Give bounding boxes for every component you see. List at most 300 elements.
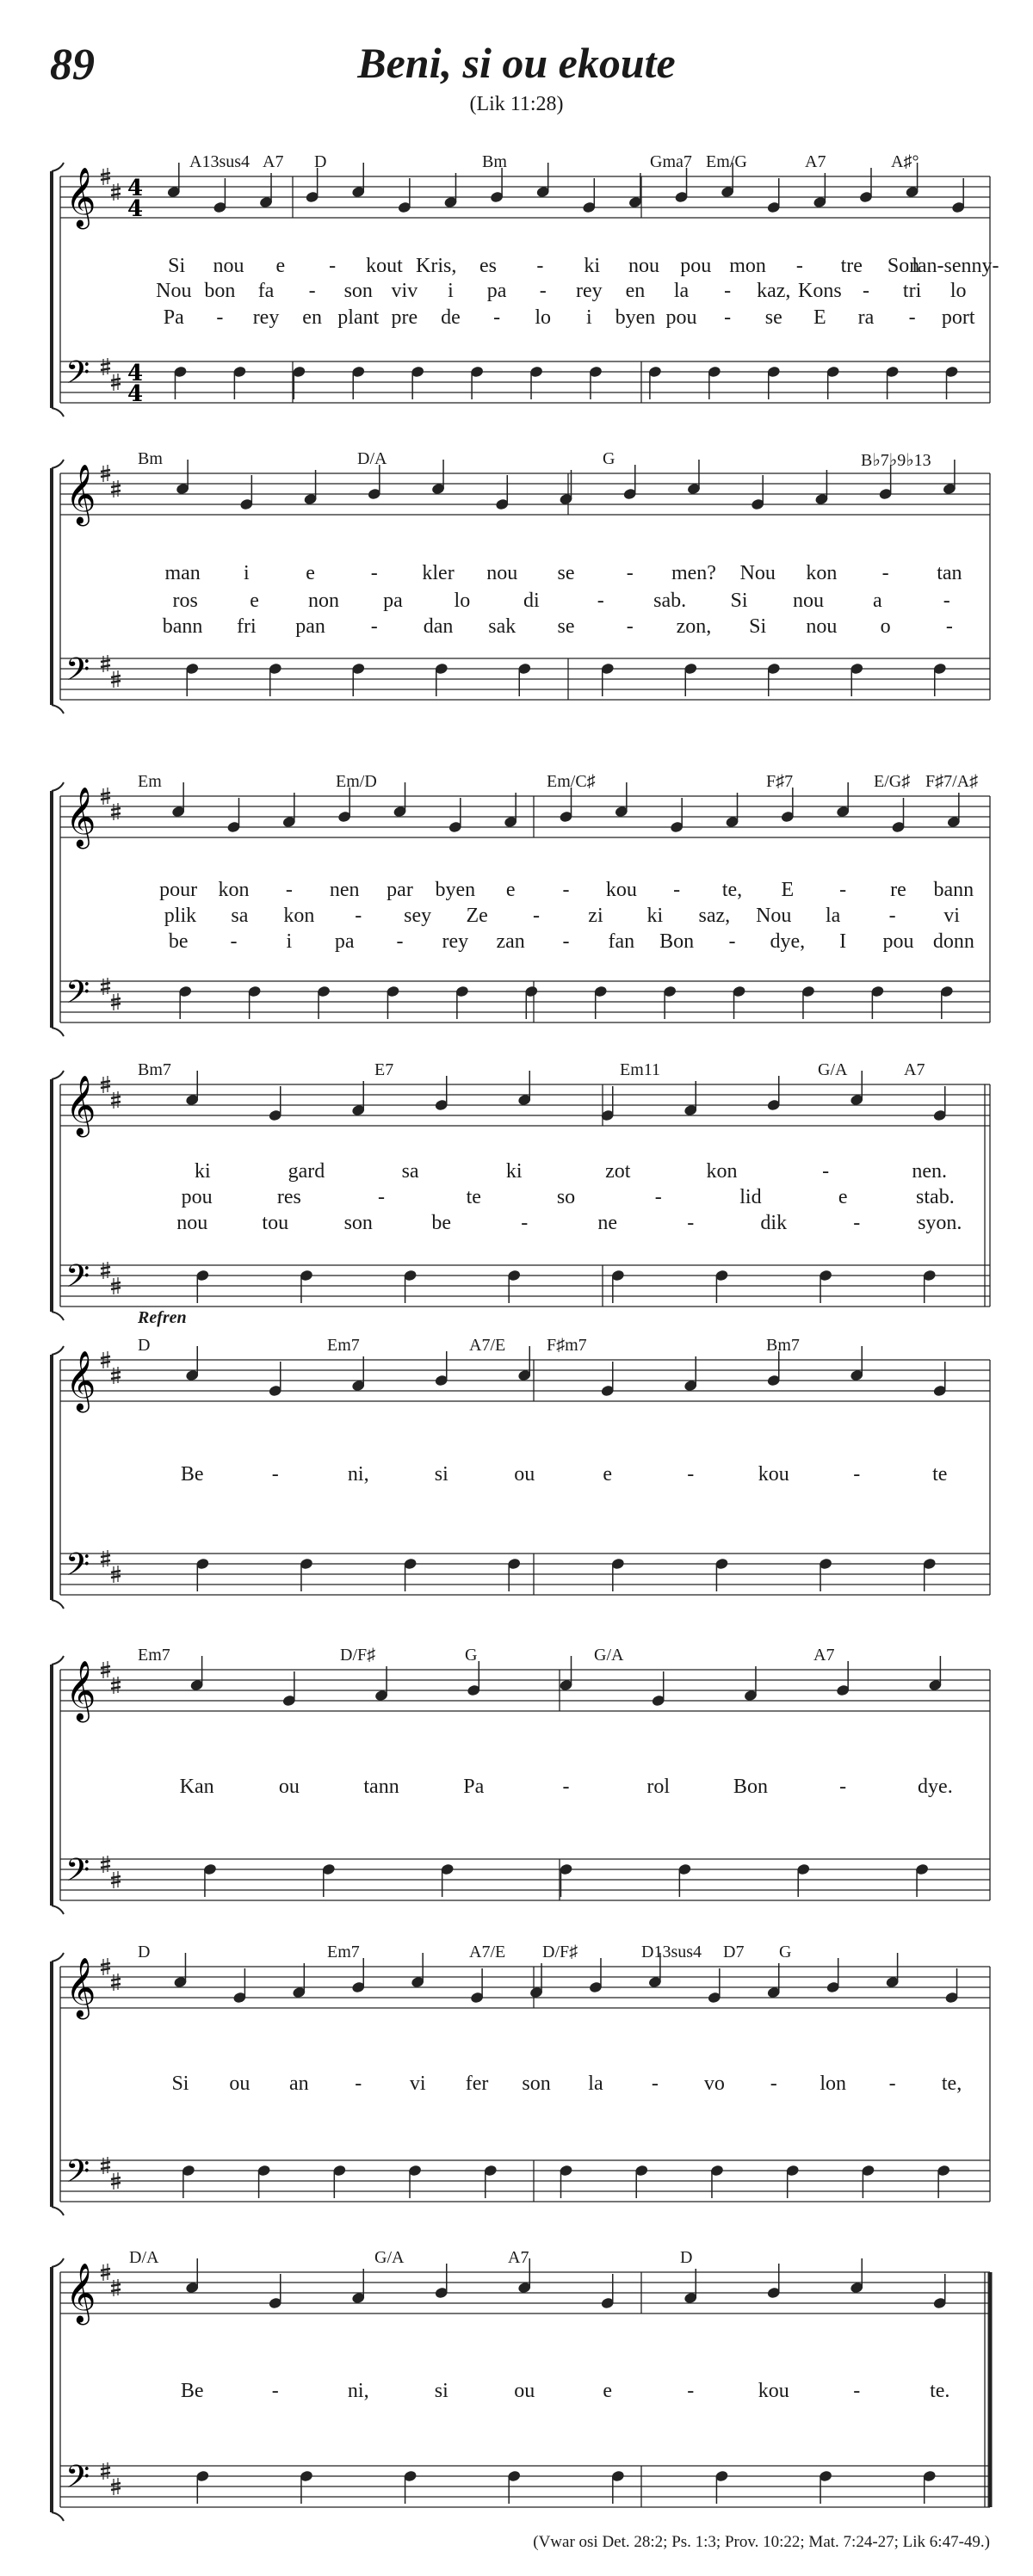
lyric-syllable: byen — [435, 879, 476, 901]
music-system — [0, 1631, 1033, 1896]
lyric-syllable: port — [941, 306, 975, 329]
lyric-syllable: kou — [758, 2380, 789, 2402]
lyric-syllable: Son — [887, 255, 920, 277]
lyric-syllable: si — [434, 2380, 448, 2402]
lyric-syllable: - — [862, 280, 869, 302]
lyric-syllable: - — [687, 1463, 695, 1486]
lyric-syllable: te, — [721, 879, 743, 901]
chord-symbol: D — [680, 2248, 693, 2267]
chord-symbol: G/A — [818, 1060, 848, 1079]
chord-symbol: Bm — [138, 449, 163, 468]
lyric-syllable: an — [288, 2073, 309, 2095]
lyric-syllable: e — [275, 255, 286, 277]
staff-graphic — [0, 1631, 1033, 1896]
lyric-syllable: - — [539, 280, 547, 302]
lyric-syllable: Si — [168, 255, 186, 277]
chord-symbol: A13sus4 — [189, 152, 251, 171]
treble-clef-icon: 𝄞 — [65, 1350, 96, 1411]
lyric-syllable: - — [853, 1212, 861, 1234]
lyric-syllable: plant — [337, 306, 380, 329]
note-group — [163, 163, 965, 399]
chord-symbol: Em7 — [327, 1336, 360, 1355]
treble-clef-icon: 𝄞 — [65, 1957, 96, 2017]
lyric-syllable: man — [164, 562, 201, 584]
lyric-syllable: - — [687, 2380, 695, 2402]
lyric-syllable: son — [343, 280, 373, 302]
lyric-syllable: lo — [535, 306, 552, 329]
system-bracket — [52, 460, 64, 713]
lyric-syllable: saz, — [698, 905, 731, 927]
lyric-syllable: - — [853, 2380, 861, 2402]
bass-staff — [60, 981, 990, 1022]
lyric-syllable: so — [556, 1186, 576, 1208]
chord-symbol: G — [779, 1943, 792, 1961]
lyric-syllable: gard — [288, 1160, 325, 1183]
svg-text:4: 4 — [127, 381, 144, 407]
lyric-syllable: Ze — [466, 905, 488, 927]
lyric-syllable: ra — [857, 306, 875, 329]
lyric-syllable: fri — [237, 615, 257, 638]
lyric-syllable: te, — [941, 2073, 962, 2095]
chord-symbol: D/F♯ — [542, 1943, 578, 1961]
lyric-syllable: be — [168, 930, 189, 953]
lyric-syllable: - — [728, 930, 736, 953]
music-system — [0, 435, 1033, 693]
lyric-syllable: tan — [937, 562, 962, 584]
chord-symbol: B♭7♭9♭13 — [861, 451, 931, 470]
lyric-syllable: zan — [496, 930, 525, 953]
lyric-syllable: - — [651, 2073, 659, 2095]
lyric-syllable: tann — [363, 1776, 399, 1798]
lyric-syllable: ou — [514, 2380, 535, 2402]
lyric-syllable: - — [943, 590, 950, 612]
lyric-syllable: syon. — [918, 1212, 962, 1234]
footer-references: (Vwar osi Det. 28:2; Ps. 1:3; Prov. 10:22; Mat. 7:24-27; Lik 6:47-49.) — [533, 2533, 990, 2551]
lyric-syllable: la — [588, 2073, 603, 2095]
lyric-syllable: kaz, — [757, 280, 791, 302]
treble-clef-icon: 𝄞 — [65, 1075, 96, 1135]
lyric-syllable: nen — [329, 879, 360, 901]
lyric-syllable: Si — [730, 590, 748, 612]
bass-staff — [60, 1859, 990, 1900]
time-signature-icon — [127, 176, 143, 407]
lyric-syllable: - — [839, 1776, 847, 1798]
chord-symbol: A7 — [904, 1060, 925, 1079]
lyric-syllable: Pa — [163, 306, 184, 329]
chord-symbol: E7 — [374, 1060, 394, 1079]
lyric-syllable: - — [626, 562, 634, 584]
lyric-syllable: en — [302, 306, 322, 329]
lyric-syllable: - — [888, 905, 896, 927]
key-signature-icon — [101, 168, 121, 391]
lyric-syllable: la — [673, 280, 690, 302]
chord-symbol: A7/E — [469, 1336, 506, 1355]
lyric-syllable: tou — [262, 1212, 289, 1234]
lyric-syllable: Pa — [463, 1776, 485, 1798]
treble-staff — [60, 2272, 990, 2313]
lyric-syllable: i — [286, 930, 293, 953]
chord-symbol: F♯7/A♯ — [925, 772, 979, 791]
lyric-syllable: pa — [486, 280, 507, 302]
chord-symbol: Em/G — [706, 152, 747, 171]
svg-text:4: 4 — [127, 196, 144, 222]
lyric-syllable: Kan — [179, 1776, 214, 1798]
lyric-syllable: e — [250, 590, 259, 612]
treble-staff — [60, 176, 990, 218]
lyric-syllable: sa — [401, 1160, 419, 1183]
lyric-syllable: - — [673, 879, 681, 901]
lyric-syllable: - — [355, 2073, 362, 2095]
lyric-syllable: rey — [575, 280, 603, 302]
lyric-syllable: sey — [404, 905, 432, 927]
lyric-syllable: lid — [739, 1186, 762, 1208]
staff-graphic — [0, 1928, 1033, 2197]
lyric-syllable: - — [562, 930, 570, 953]
scripture-reference: (Lik 11:28) — [469, 93, 564, 115]
lyric-syllable: ou — [514, 1463, 535, 1486]
staff-graphic — [0, 1321, 1033, 1591]
treble-clef-icon: 𝄞 — [65, 464, 96, 524]
lyric-syllable: - — [370, 615, 378, 638]
staff-graphic — [0, 138, 1033, 407]
chord-symbol: Bm7 — [766, 1336, 800, 1355]
chord-symbol: A7 — [263, 152, 284, 171]
key-signature-icon — [101, 788, 121, 1010]
lyric-syllable: - — [687, 1212, 695, 1234]
lyric-syllable: vo — [703, 2073, 725, 2095]
chord-symbol: D7 — [723, 1943, 745, 1961]
treble-clef-icon: 𝄞 — [65, 1660, 96, 1720]
key-signature-icon — [101, 2264, 121, 2495]
chord-symbol: Bm — [482, 152, 507, 171]
lyric-syllable: vi — [943, 905, 960, 927]
lyric-syllable: a — [873, 590, 882, 612]
chord-symbol: A7 — [508, 2248, 529, 2267]
lyric-syllable: nen. — [912, 1160, 948, 1183]
lyric-syllable: te. — [930, 2380, 950, 2402]
bass-clef-icon: 𝄢 — [65, 355, 90, 398]
lyric-syllable: rol — [646, 1776, 671, 1798]
lyric-syllable: - — [881, 562, 889, 584]
treble-staff — [60, 1670, 990, 1711]
lyric-syllable: tri — [902, 280, 922, 302]
lyric-syllable: e — [603, 1463, 613, 1486]
lyric-syllable: ki — [646, 905, 664, 927]
lyric-syllable: Nou — [156, 280, 192, 302]
lyric-syllable: - — [230, 930, 238, 953]
lyric-syllable: pan — [295, 615, 325, 638]
lyric-syllable: nou — [806, 615, 838, 638]
lyric-syllable: dye, — [770, 930, 806, 953]
lyric-syllable: - — [285, 879, 293, 901]
lyric-syllable: - — [724, 306, 732, 329]
bass-clef-icon: 𝄢 — [65, 1852, 90, 1896]
treble-staff — [60, 1084, 990, 1126]
bass-clef-icon: 𝄢 — [65, 1258, 90, 1302]
lyric-syllable: e — [838, 1186, 848, 1208]
lyric-syllable: mon — [729, 255, 766, 277]
music-system — [0, 1928, 1033, 2197]
lyric-syllable: res — [276, 1186, 301, 1208]
lyric-syllable: nou — [176, 1212, 208, 1234]
lyric-syllable: pre — [391, 306, 418, 329]
lyric-syllable: kon — [806, 562, 838, 584]
key-signature-icon — [101, 1661, 121, 1888]
lyric-syllable: lo — [454, 590, 471, 612]
system-bracket — [52, 163, 64, 417]
lyric-syllable: - — [536, 255, 544, 277]
lyric-syllable: ros — [172, 590, 198, 612]
lyric-syllable: tre — [840, 255, 863, 277]
lyric-syllable: di — [523, 590, 540, 612]
lyric-syllable: sa — [231, 905, 249, 927]
lyric-syllable: o — [880, 615, 891, 638]
lyric-syllable: - — [493, 306, 501, 329]
lyric-syllable: Si — [171, 2073, 189, 2095]
lyric-syllable: sak — [488, 615, 516, 638]
treble-staff — [60, 796, 990, 837]
lyric-syllable: dik — [760, 1212, 788, 1234]
system-bracket — [52, 782, 64, 1036]
lyric-syllable: ki — [584, 255, 600, 277]
chord-symbol: A7 — [805, 152, 826, 171]
lyric-syllable: Nou — [756, 905, 792, 927]
lyric-syllable: - — [370, 562, 378, 584]
bass-staff — [60, 2160, 990, 2202]
lyric-syllable: fer — [465, 2073, 489, 2095]
lyric-syllable: e — [306, 562, 315, 584]
chord-symbol: Em — [138, 772, 162, 791]
lyric-syllable: Bon — [659, 930, 695, 953]
key-signature-icon — [101, 465, 121, 688]
lyric-syllable: i — [244, 562, 250, 584]
music-system — [0, 1046, 1033, 1304]
lyric-syllable: ou — [229, 2073, 251, 2095]
lyric-syllable: kon — [706, 1160, 738, 1183]
lyric-syllable: rey — [252, 306, 280, 329]
lyric-syllable: bann — [933, 879, 974, 901]
lyric-syllable: pa — [383, 590, 403, 612]
note-group — [185, 2258, 950, 2504]
lyric-syllable: - — [396, 930, 404, 953]
lyric-syllable: - — [562, 1776, 570, 1798]
lyric-syllable: kler — [422, 562, 455, 584]
lyric-syllable: la — [826, 905, 841, 927]
bass-clef-icon: 𝄢 — [65, 2459, 90, 2503]
lyric-syllable: pour — [159, 879, 198, 901]
chord-symbol: D/A — [357, 449, 387, 468]
lyric-syllable: plik — [164, 905, 197, 927]
lyric-syllable: kon — [283, 905, 315, 927]
chord-symbol: G — [603, 449, 615, 468]
system-bracket — [52, 2258, 64, 2521]
lyric-syllable: donn — [932, 930, 974, 953]
staff-graphic — [0, 2233, 1033, 2503]
lyric-syllable: e — [603, 2380, 613, 2402]
lyric-syllable: Bon — [733, 1776, 768, 1798]
lyric-syllable: se — [764, 306, 782, 329]
lyric-syllable: - — [597, 590, 604, 612]
lyric-syllable: - — [888, 2073, 896, 2095]
system-bracket — [52, 1953, 64, 2215]
chord-symbol: Em7 — [327, 1943, 360, 1961]
chord-symbol: D — [314, 152, 327, 171]
lyric-syllable: E — [781, 879, 795, 901]
lyric-syllable: ni, — [347, 1463, 369, 1486]
lyric-syllable: - — [562, 879, 570, 901]
lyric-syllable: byen — [615, 306, 656, 329]
treble-clef-icon: 𝄞 — [65, 787, 96, 847]
lyric-syllable: pou — [680, 255, 712, 277]
bass-clef-icon: 𝄢 — [65, 1547, 90, 1591]
chord-symbol: G/A — [594, 1646, 624, 1665]
svg-text:4: 4 — [127, 176, 144, 201]
chord-symbol: D/F♯ — [340, 1646, 376, 1665]
lyric-syllable: dan — [423, 615, 454, 638]
chord-symbol: A7/E — [469, 1943, 506, 1961]
lyric-syllable: sab. — [653, 590, 687, 612]
treble-staff — [60, 1967, 990, 2008]
system-bracket — [52, 1071, 64, 1320]
lyric-syllable: dye. — [918, 1776, 953, 1798]
treble-staff — [60, 473, 990, 515]
lyric-syllable: kou — [758, 1463, 789, 1486]
music-system — [0, 1308, 1033, 1591]
lyric-syllable: Si — [749, 615, 767, 638]
key-signature-icon — [101, 1076, 121, 1294]
lyric-syllable: fa — [257, 280, 275, 302]
chord-symbol: A7 — [813, 1646, 835, 1665]
lyric-syllable: - — [853, 1463, 861, 1486]
lyric-syllable: nou — [486, 562, 518, 584]
lyric-syllable: Kons — [798, 280, 842, 302]
lyric-syllable: fan — [608, 930, 635, 953]
lyric-syllable: be — [431, 1212, 452, 1234]
chord-symbol: Em/C♯ — [547, 772, 596, 791]
chord-symbol: Gma7 — [650, 152, 692, 171]
system-bracket — [52, 1346, 64, 1609]
lyric-syllable: zot — [605, 1160, 631, 1183]
bass-staff — [60, 361, 990, 403]
music-system — [0, 138, 1033, 407]
lyric-syllable: zi — [588, 905, 603, 927]
lyric-syllable: lan-senny- — [912, 255, 999, 277]
lyric-syllable: - — [626, 615, 634, 638]
key-signature-icon — [101, 1351, 121, 1583]
lyric-syllable: stab. — [916, 1186, 955, 1208]
staff-graphic — [0, 757, 1033, 1016]
bass-clef-icon: 𝄢 — [65, 652, 90, 695]
lyric-syllable: - — [839, 879, 847, 901]
lyric-syllable: ou — [278, 1776, 300, 1798]
bass-staff — [60, 2466, 990, 2507]
lyric-syllable: par — [387, 879, 413, 901]
lyric-syllable: nou — [628, 255, 659, 277]
lyric-syllable: - — [795, 255, 803, 277]
lyric-syllable: pou — [181, 1186, 213, 1208]
chord-symbol: Em/D — [336, 772, 377, 791]
chord-symbol: D13sus4 — [641, 1943, 702, 1961]
lyric-syllable: nou — [213, 255, 244, 277]
chord-symbol: Em11 — [620, 1060, 661, 1079]
lyric-syllable: son — [522, 2073, 551, 2095]
lyric-syllable: Kris, — [416, 255, 457, 277]
lyric-syllable: bann — [162, 615, 203, 638]
bass-staff — [60, 1265, 990, 1307]
chord-symbol: Em7 — [138, 1646, 170, 1665]
lyric-syllable: i — [448, 280, 454, 302]
treble-clef-icon: 𝄞 — [65, 167, 96, 227]
lyric-syllable: - — [945, 615, 953, 638]
system-bracket — [52, 1656, 64, 1914]
chord-symbol: F♯7 — [766, 772, 794, 791]
chord-symbol: D — [138, 1943, 151, 1961]
refrain-label: Refren — [138, 1308, 187, 1327]
lyric-syllable: Nou — [739, 562, 776, 584]
lyric-syllable: rey — [442, 930, 469, 953]
lyric-syllable: - — [908, 306, 916, 329]
treble-clef-icon: 𝄞 — [65, 2263, 96, 2323]
lyric-syllable: - — [216, 306, 224, 329]
lyric-syllable: kout — [366, 255, 403, 277]
lyric-syllable: te — [932, 1463, 948, 1486]
lyric-syllable: bon — [204, 280, 236, 302]
lyric-syllable: - — [378, 1186, 386, 1208]
chord-symbol: E/G♯ — [874, 772, 911, 791]
lyric-syllable: se — [557, 615, 575, 638]
lyric-syllable: - — [271, 2380, 279, 2402]
lyric-syllable: si — [434, 1463, 448, 1486]
note-group — [185, 1346, 947, 1591]
lyric-syllable: - — [271, 1463, 279, 1486]
lyric-syllable: men? — [671, 562, 716, 584]
lyric-syllable: ki — [505, 1160, 523, 1183]
lyric-syllable: es — [479, 255, 498, 277]
key-signature-icon — [101, 1958, 121, 2190]
svg-text:4: 4 — [127, 361, 144, 386]
chord-symbol: D/A — [129, 2248, 159, 2267]
lyric-syllable: Be — [180, 2380, 204, 2402]
lyric-syllable: viv — [391, 280, 418, 302]
chord-symbol: G/A — [374, 2248, 405, 2267]
lyric-syllable: lon — [820, 2073, 847, 2095]
lyric-syllable: pa — [334, 930, 355, 953]
lyric-syllable: E — [813, 306, 826, 329]
chord-symbol: G — [465, 1646, 478, 1665]
lyric-syllable: ki — [194, 1160, 211, 1183]
music-system — [0, 757, 1033, 1016]
hymn-title: Beni, si ou ekoute — [357, 39, 676, 87]
lyric-syllable: kou — [605, 879, 637, 901]
lyric-syllable: non — [308, 590, 340, 612]
lyric-syllable: nou — [792, 590, 824, 612]
chord-symbol: A♯° — [891, 152, 919, 171]
lyric-syllable: vi — [409, 2073, 426, 2095]
chord-symbol: Bm7 — [138, 1060, 171, 1079]
lyric-syllable: lo — [949, 280, 967, 302]
lyric-syllable: pou — [665, 306, 697, 329]
lyric-syllable: - — [308, 280, 316, 302]
lyric-syllable: i — [585, 306, 592, 329]
lyric-syllable: - — [654, 1186, 662, 1208]
lyric-syllable: te — [466, 1186, 481, 1208]
bass-clef-icon: 𝄢 — [65, 2153, 90, 2197]
lyric-syllable: e — [505, 879, 516, 901]
lyric-syllable: son — [343, 1212, 373, 1234]
lyric-syllable: zon, — [676, 615, 712, 638]
lyric-syllable: I — [839, 930, 847, 953]
lyric-syllable: - — [533, 905, 541, 927]
